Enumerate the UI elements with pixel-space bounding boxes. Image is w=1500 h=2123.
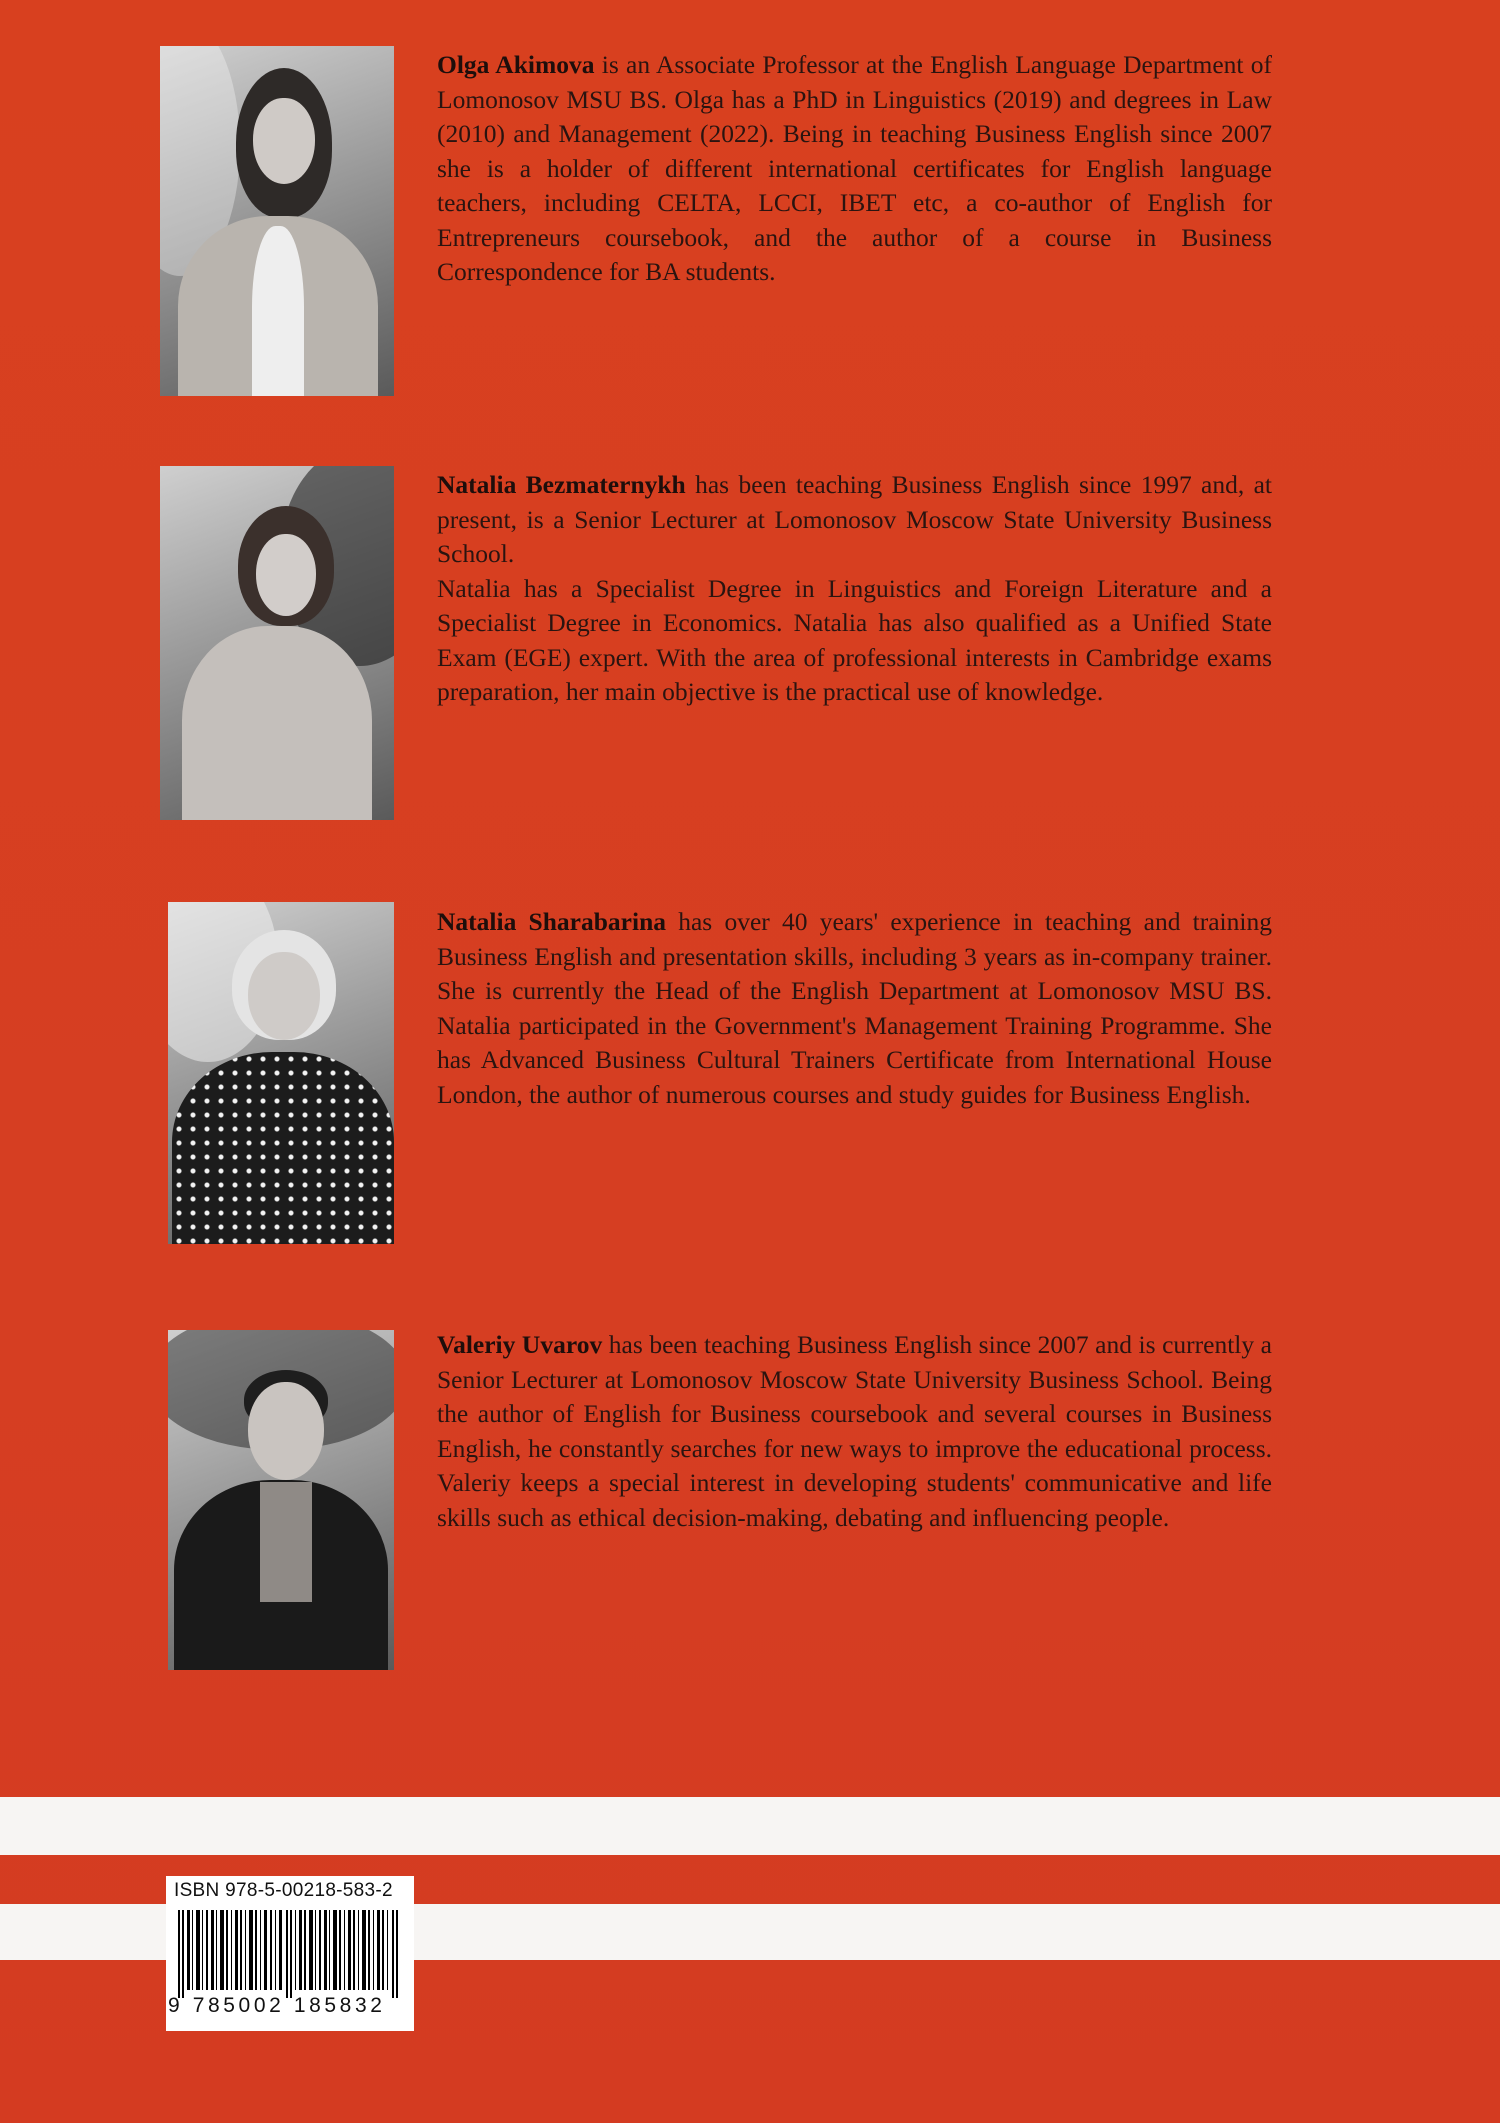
author-photo-natalia-bezmaternykh [160,466,394,820]
author-name: Natalia Sharabarina [437,907,666,936]
white-stripe-top [0,1797,1500,1855]
isbn-label: ISBN 978-5-00218-583-2 [174,1880,393,1901]
author-bio-natalia-bezmaternykh [437,468,1272,710]
author-bio-natalia-sharabarina [437,905,1272,1112]
author-bio-text: has been teaching Business English since 2007 and is currently a Senior Lecturer at Lomonosov Moscow State University Business School. Being the author of English for Business coursebook and several courses in Business English, he constantly searches for new ways to improve the educational process. Valeriy keeps a special interest in developing students' communicative and life skills such as ethical decision-making, debating and influencing people. [437,1330,1273,1532]
barcode-icon [178,1910,402,1998]
author-photo-valeriy-uvarov [168,1330,394,1670]
isbn-barcode-block [166,1876,414,2031]
author-bio-valeriy-uvarov [437,1328,1272,1535]
author-name: Valeriy Uvarov [437,1330,603,1359]
author-photo-natalia-sharabarina [168,902,394,1244]
author-photo-olga-akimova [160,46,394,396]
author-name: Olga Akimova [437,50,595,79]
author-name: Natalia Bezmaternykh [437,470,686,499]
author-bio-olga-akimova [437,48,1272,290]
author-bio-text: is an Associate Professor at the English Language Department of Lomonosov MSU BS. Olga has a PhD in Linguistics (2019) and degrees in Law (2010) and Management (2022). Being in teaching Business English since 2007 she is a holder of different international certificates for English language teachers, including CELTA, LCCI, IBET etc, a co-author of English for Entrepreneurs coursebook, and the author of a course in Business Correspondence for BA students. [437,50,1272,286]
author-bio-text-2: Natalia has a Specialist Degree in Linguistics and Foreign Literature and a Specialist Degree in Economics. Natalia has also qualified as a Unified State Exam (EGE) expert. With the area of professional interests in Cambridge exams preparation, her main objective is the practical use of knowledge. [437,573,1272,706]
barcode-digits: 9 785002 185832 [168,1994,386,2017]
author-bio-text: has been teaching Business English since 1997 and, at present, is a Senior Lecturer at Lomonosov Moscow State University Business School. [437,470,1273,568]
author-bio-text: has over 40 years' experience in teaching and training Business English and presentation skills, including 3 years as in-company trainer. She is currently the Head of the English Department at Lomonosov MSU BS. Natalia participated in the Government's Management Training Programme. She has Advanced Business Cultural Trainers Certificate from International House London, the author of numerous courses and study guides for Business English. [437,907,1272,1109]
